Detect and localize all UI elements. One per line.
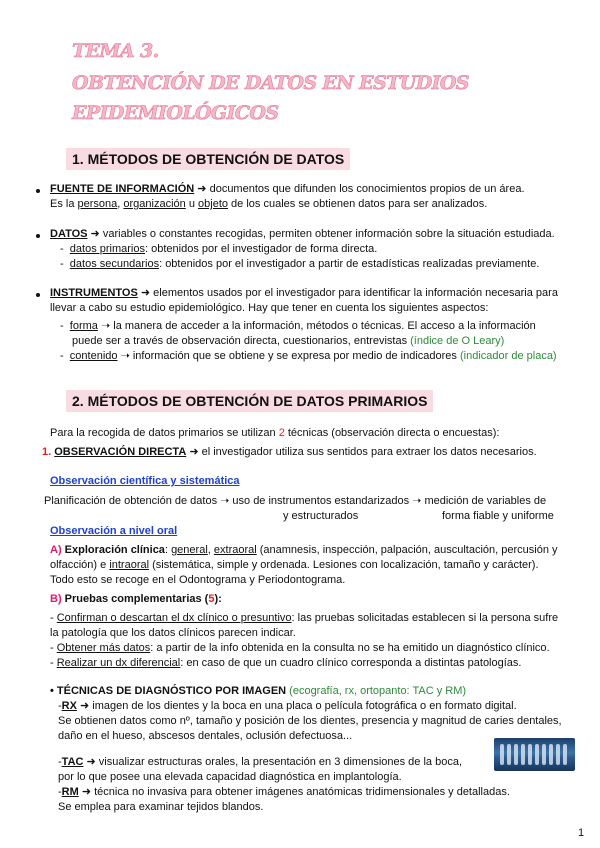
datos-line: DATOS ➜ variables o constantes recogidas, permiten obtener información sobre la situación estudiada. bbox=[50, 228, 555, 240]
section-1-heading: 1. MÉTODOS DE OBTENCIÓN DE DATOS bbox=[66, 148, 350, 170]
datos-secundarios: - datos secundarios: obtenidos por el investigador a partir de estadísticas realizadas previamente. bbox=[60, 258, 540, 270]
tecnicas-heading: • TÉCNICAS DE DIAGNÓSTICO POR IMAGEN (ecografía, rx, ortopanto: TAC y RM) bbox=[50, 685, 467, 697]
dental-xray-image bbox=[494, 738, 575, 771]
tac-line-1: -TAC ➜ visualizar estructuras orales, la presentación en 3 dimensiones de la boca, bbox=[58, 756, 462, 768]
rm-line-1: -RM ➜ técnica no invasiva para obtener imágenes anatómicas tridimensionales y detalladas. bbox=[58, 786, 510, 798]
planificacion-col-2: forma fiable y uniforme bbox=[442, 510, 554, 522]
pruebas-item-1-line-2: la patología que los datos clínicos parecen indicar. bbox=[50, 627, 296, 639]
section-2-heading: 2. MÉTODOS DE OBTENCIÓN DE DATOS PRIMARIOS bbox=[66, 390, 433, 412]
page-number: 1 bbox=[578, 827, 585, 839]
exploracion-line-2: olfacción) e intraoral (sistemática, simple y ordenada. Lesiones con localización, tamaño y carácter). bbox=[50, 559, 539, 571]
exploracion-line-3: Todo esto se recoge en el Odontograma y Periodontograma. bbox=[50, 574, 346, 586]
fuente-line-1: FUENTE DE INFORMACIÓN ➜ documentos que difunden los conocimientos propios de un área. bbox=[50, 183, 525, 195]
forma-line-1: - forma ➝ la manera de acceder a la información, métodos o técnicas. El acceso a la información bbox=[60, 320, 536, 332]
bullet-dot bbox=[36, 189, 40, 193]
bullet-dot bbox=[36, 293, 40, 297]
tac-line-2: por lo que posee una elevada capacidad diagnóstica en implantología. bbox=[58, 771, 402, 783]
sub-heading-observacion-oral: Observación a nivel oral bbox=[50, 525, 178, 537]
fuente-line-2: Es la persona, organización u objeto de los cuales se obtienen datos para ser analizados. bbox=[50, 198, 488, 210]
rm-line-2: Se emplea para examinar tejidos blandos. bbox=[58, 801, 264, 813]
bullet-dot bbox=[36, 234, 40, 238]
forma-line-2: puede ser a través de observación directa, cuestionarios, entrevistas (índice de O Leary) bbox=[72, 335, 505, 347]
title-line-3: EPIDEMIOLÓGICOS bbox=[72, 102, 279, 124]
datos-primarios: - datos primarios: obtenidos por el investigador de forma directa. bbox=[60, 243, 378, 255]
planificacion-line: Planificación de obtención de datos ➝ uso de instrumentos estandarizados ➝ medición de variables de bbox=[44, 495, 547, 507]
title-line-2: OBTENCIÓN DE DATOS EN ESTUDIOS bbox=[72, 72, 469, 94]
pruebas-item-1: - Confirman o descartan el dx clínico o presuntivo: las pruebas solicitadas establecen si la persona sufre bbox=[50, 612, 559, 624]
planificacion-col-1: y estructurados bbox=[283, 510, 359, 522]
instrumentos-line-1: INSTRUMENTOS ➜ elementos usados por el investigador para identificar la información necesaria para bbox=[50, 287, 558, 299]
contenido-line: - contenido ➝ información que se obtiene y se expresa por medio de indicadores (indicador de placa) bbox=[60, 350, 557, 362]
rx-line-2: Se obtienen datos como nº, tamaño y posición de los dientes, presencia y magnitud de caries dentales, bbox=[58, 715, 562, 727]
title-line-1: TEMA 3. bbox=[72, 40, 159, 62]
rx-line-3: daño en el hueso, abscesos dentales, oclusión defectuosa... bbox=[58, 730, 353, 742]
observacion-directa: 1. OBSERVACIÓN DIRECTA ➜ el investigador utiliza sus sentidos para extraer los datos necesarios. bbox=[42, 446, 537, 458]
sub-heading-observacion-cientifica: Observación científica y sistemática bbox=[50, 475, 240, 487]
pruebas-item-2: - Obtener más datos: a partir de la info obtenida en la consulta no se ha emitido un diagnóstico clínico. bbox=[50, 642, 550, 654]
instrumentos-line-2: llevar a cabo su estudio epidemiológico. Hay que tener en cuenta los siguientes aspectos: bbox=[50, 302, 489, 314]
pruebas-item-3: - Realizar un dx diferencial: en caso de que un cuadro clínico corresponda a distintas patologías. bbox=[50, 657, 522, 669]
rx-line-1: -RX ➜ imagen de los dientes y la boca en una placa o película fotográfica o en formato digital. bbox=[58, 700, 517, 712]
exploracion-line-1: A) Exploración clínica: general, extraoral (anamnesis, inspección, palpación, auscultación, percusión y bbox=[50, 544, 558, 556]
pruebas-heading: B) Pruebas complementarias (5): bbox=[50, 593, 222, 605]
section-2-intro: Para la recogida de datos primarios se utilizan 2 técnicas (observación directa o encuestas): bbox=[50, 427, 500, 439]
